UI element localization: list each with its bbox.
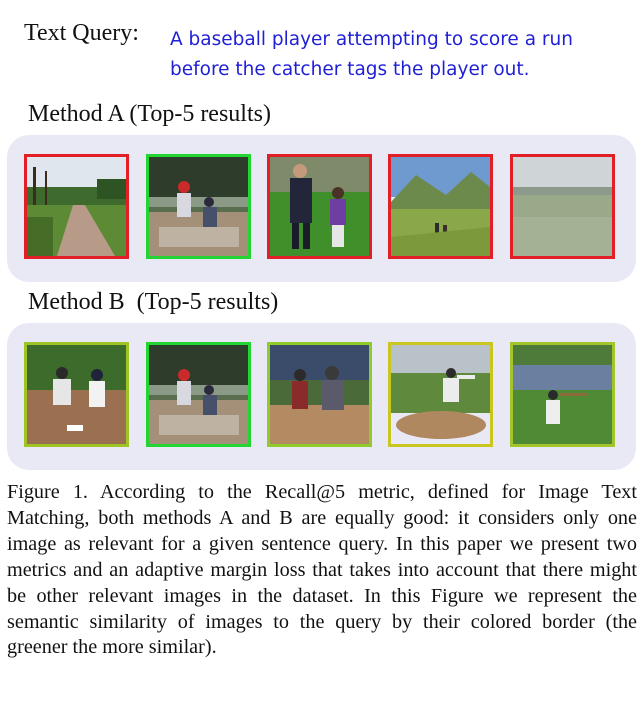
method-b-title: Method B (Top-5 results) xyxy=(28,289,279,315)
method-b-image-1 xyxy=(24,342,129,447)
baseball-slide-photo xyxy=(149,157,248,256)
query-text-line-2: before the catcher tags the player out. xyxy=(170,59,530,80)
method-a-image-3 xyxy=(267,154,372,259)
method-b-image-4 xyxy=(388,342,493,447)
figure-caption: Figure 1. According to the Recall@5 metric, defined for Image Text Matching, both methods A and B are equally good: it considers only one image as relevant for a given sentence query. In this paper we present two metrics and an adaptive margin loss that takes into account that there might be other relevant images in the dataset. In this Figure we represent the semantic similarity of images to the query by their colored border (the greener the more similar). xyxy=(7,481,637,659)
query-text xyxy=(170,25,640,85)
baseball-slide-photo-2 xyxy=(149,345,248,444)
method-a-title: Method A (Top-5 results) xyxy=(28,101,271,127)
catcher-umpire-photo xyxy=(270,345,369,444)
people-on-grass-photo xyxy=(270,157,369,256)
method-a-image-5 xyxy=(510,154,615,259)
method-b-image-2 xyxy=(146,342,251,447)
method-b-image-3 xyxy=(267,342,372,447)
method-a-image-2 xyxy=(146,154,251,259)
method-a-panel xyxy=(7,135,636,282)
rural-road-photo xyxy=(27,157,126,256)
query-label: Text Query: xyxy=(24,20,139,46)
method-b-image-5 xyxy=(510,342,615,447)
pitcher-photo xyxy=(391,345,490,444)
mountain-valley-photo xyxy=(391,157,490,256)
query-text-line-1: A baseball player attempting to score a run xyxy=(170,29,573,50)
base-tag-photo xyxy=(27,345,126,444)
method-a-image-1 xyxy=(24,154,129,259)
method-b-panel xyxy=(7,323,636,470)
misty-field-photo xyxy=(513,157,612,256)
method-a-image-4 xyxy=(388,154,493,259)
batter-photo xyxy=(513,345,612,444)
